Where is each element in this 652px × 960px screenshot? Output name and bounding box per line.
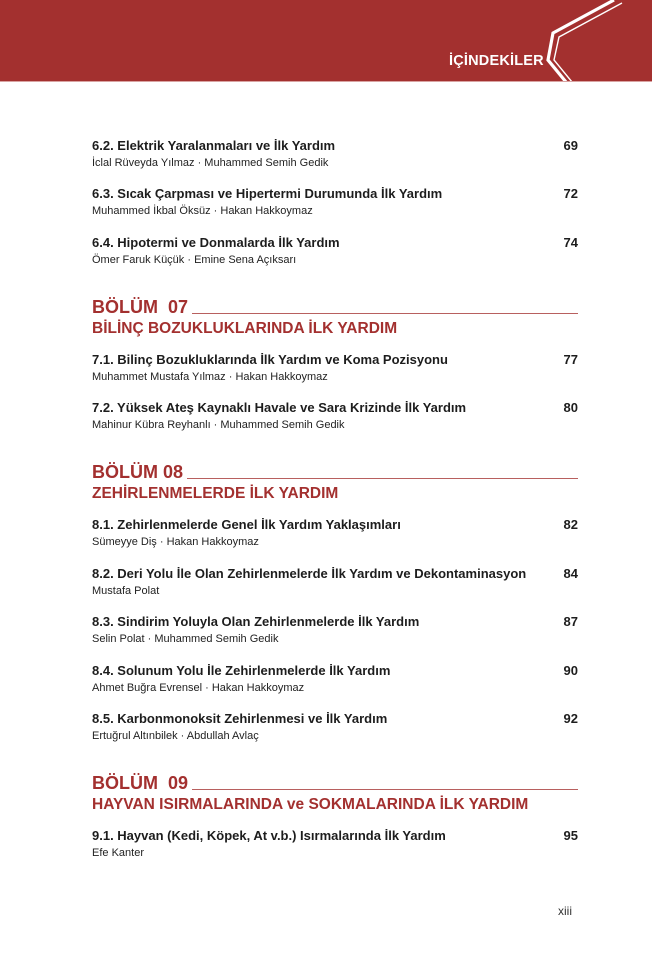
chapter-heading bbox=[92, 461, 578, 504]
chapter-title: ZEHİRLENMELERDE İLK YARDIM bbox=[92, 485, 339, 502]
entry-authors: Sümeyye Diş · Hakan Hakkoymaz bbox=[92, 536, 259, 548]
entry-title: 8.3. Sindirim Yoluyla Olan Zehirlenmelerde İlk Yardım bbox=[92, 614, 420, 629]
chevron-decoration-icon bbox=[0, 0, 652, 82]
entry-title: 8.5. Karbonmonoksit Zehirlenmesi ve İlk Yardım bbox=[92, 711, 388, 726]
chapter-number: BÖLÜM 07 bbox=[92, 297, 192, 317]
entry-title: 8.2. Deri Yolu İle Olan Zehirlenmelerde İlk Yardım ve Dekontaminasyon bbox=[92, 566, 527, 581]
entry-page: 84 bbox=[563, 566, 578, 581]
entry-title: 9.1. Hayvan (Kedi, Köpek, At v.b.) Isırmalarında İlk Yardım bbox=[92, 828, 446, 843]
toc-entry[interactable] bbox=[92, 186, 578, 218]
entry-authors: Mahinur Kübra Reyhanlı · Muhammed Semih Gedik bbox=[92, 419, 345, 431]
toc-entry[interactable] bbox=[92, 566, 578, 598]
entry-page: 90 bbox=[563, 663, 578, 678]
entry-authors: Efe Kanter bbox=[92, 847, 144, 859]
entry-page: 80 bbox=[563, 400, 578, 415]
entry-page: 82 bbox=[563, 517, 578, 532]
toc-entry[interactable] bbox=[92, 400, 578, 432]
chapter-number: BÖLÜM 09 bbox=[92, 773, 192, 793]
entry-title: 6.4. Hipotermi ve Donmalarda İlk Yardım bbox=[92, 235, 340, 250]
entry-page: 72 bbox=[563, 186, 578, 201]
chapter-title: HAYVAN ISIRMALARINDA ve SOKMALARINDA İLK YARDIM bbox=[92, 796, 529, 813]
toc-entry[interactable] bbox=[92, 663, 578, 695]
toc-entry[interactable] bbox=[92, 517, 578, 549]
entry-page: 77 bbox=[563, 352, 578, 367]
entry-authors: Ertuğrul Altınbilek · Abdullah Avlaç bbox=[92, 730, 259, 742]
toc-entry[interactable] bbox=[92, 614, 578, 646]
entry-title: 6.2. Elektrik Yaralanmaları ve İlk Yardım bbox=[92, 138, 336, 153]
entry-title: 6.3. Sıcak Çarpması ve Hipertermi Durumunda İlk Yardım bbox=[92, 186, 443, 201]
toc-entry[interactable] bbox=[92, 711, 578, 743]
entry-page: 69 bbox=[563, 138, 578, 153]
page-title: İÇİNDEKİLER bbox=[449, 53, 544, 69]
entry-title: 7.1. Bilinç Bozukluklarında İlk Yardım ve Koma Pozisyonu bbox=[92, 352, 448, 367]
chapter-heading bbox=[92, 296, 578, 339]
toc-entry[interactable] bbox=[92, 828, 578, 860]
entry-authors: Selin Polat · Muhammed Semih Gedik bbox=[92, 633, 279, 645]
entry-title: 7.2. Yüksek Ateş Kaynaklı Havale ve Sara Krizinde İlk Yardım bbox=[92, 400, 467, 415]
entry-page: 95 bbox=[563, 828, 578, 843]
entry-authors: Mustafa Polat bbox=[92, 585, 160, 597]
entry-authors: Ahmet Buğra Evrensel · Hakan Hakkoymaz bbox=[92, 682, 305, 694]
entry-authors: Ömer Faruk Küçük · Emine Sena Açıksarı bbox=[92, 254, 297, 266]
entry-title: 8.1. Zehirlenmelerde Genel İlk Yardım Yaklaşımları bbox=[92, 517, 401, 532]
entry-authors: Muhammet Mustafa Yılmaz · Hakan Hakkoymaz bbox=[92, 371, 328, 383]
entry-page: 74 bbox=[563, 235, 578, 250]
toc-entry[interactable] bbox=[92, 235, 578, 267]
entry-page: 92 bbox=[563, 711, 578, 726]
entry-authors: Muhammed İkbal Öksüz · Hakan Hakkoymaz bbox=[92, 205, 313, 217]
entry-page: 87 bbox=[563, 614, 578, 629]
chapter-title: BİLİNÇ BOZUKLUKLARINDA İLK YARDIM bbox=[92, 320, 398, 337]
header-band bbox=[0, 0, 652, 82]
entry-title: 8.4. Solunum Yolu İle Zehirlenmelerde İlk Yardım bbox=[92, 663, 391, 678]
chapter-heading bbox=[92, 772, 578, 815]
chapter-number: BÖLÜM 08 bbox=[92, 462, 187, 482]
toc-entry[interactable] bbox=[92, 352, 578, 384]
page-number: xiii bbox=[558, 904, 572, 918]
entry-authors: İclal Rüveyda Yılmaz · Muhammed Semih Gedik bbox=[92, 157, 329, 169]
toc-entry[interactable] bbox=[92, 138, 578, 170]
